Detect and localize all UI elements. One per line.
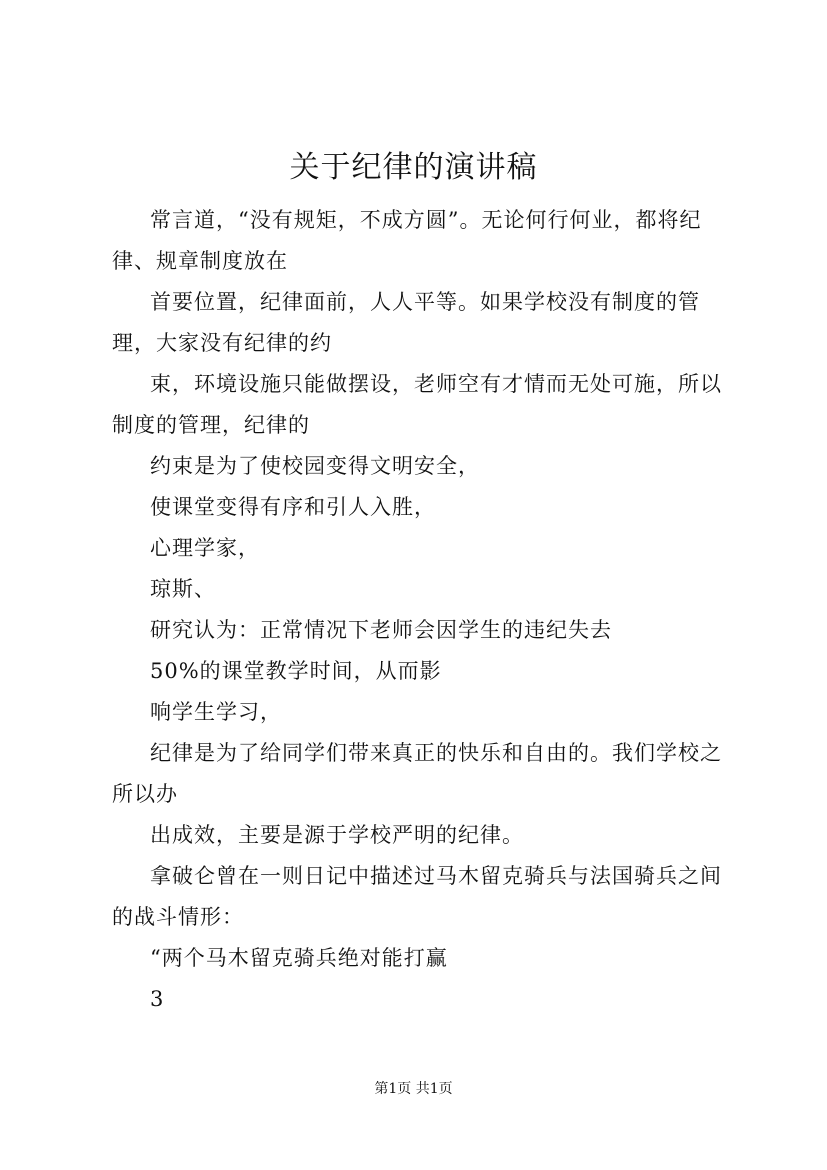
paragraph: “两个马木留克骑兵绝对能打赢: [150, 946, 448, 970]
paragraph: 束，环境设施只能做摆设，老师空有才情而无处可施，所以制度的管理，纪律的: [112, 372, 722, 437]
paragraph: 首要位置，纪律面前，人人平等。如果学校没有制度的管理，大家没有纪律的约: [112, 290, 700, 355]
paragraph: 琼斯、: [150, 577, 216, 601]
paragraph: 纪律是为了给同学们带来真正的快乐和自由的。我们学校之所以办: [112, 741, 722, 806]
paragraph: 约束是为了使校园变得文明安全，: [150, 454, 480, 478]
document-title: 关于纪律的演讲稿: [289, 150, 538, 185]
paragraph: 使课堂变得有序和引人入胜，: [150, 495, 436, 519]
paragraph: 50%的课堂教学时间，从而影: [150, 659, 442, 683]
paragraph: 心理学家，: [150, 536, 260, 560]
paragraph: 出成效，主要是源于学校严明的纪律。: [150, 823, 524, 847]
page-footer: 第1页 共1页: [374, 1081, 453, 1097]
paragraph: 响学生学习，: [150, 700, 282, 724]
paragraph: 拿破仑曾在一则日记中描述过马木留克骑兵与法国骑兵之间的战斗情形：: [112, 864, 722, 929]
paragraph: 3: [150, 987, 165, 1011]
paragraph: 常言道，“没有规矩，不成方圆”。无论何行何业，都将纪律、规章制度放在: [112, 208, 702, 273]
paragraph: 研究认为：正常情况下老师会因学生的违纪失去: [150, 618, 612, 642]
